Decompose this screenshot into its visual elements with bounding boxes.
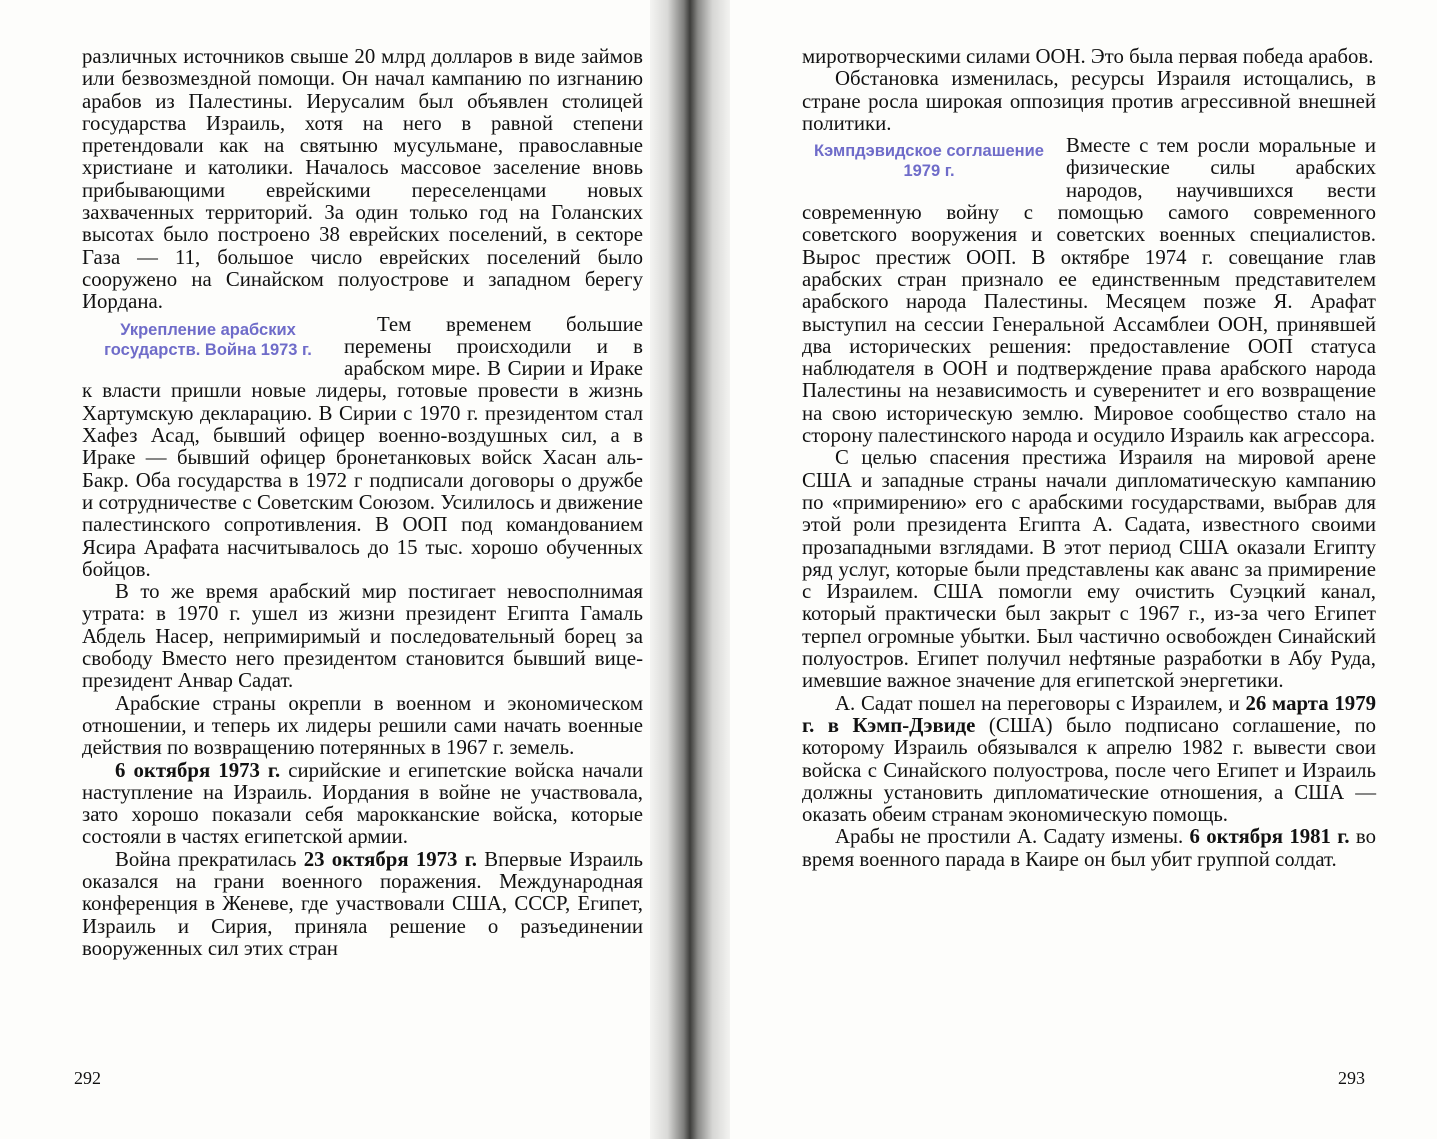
- paragraph-peacekeepers: миротворческими силами ООН. Это была первая победа арабов.: [802, 45, 1374, 68]
- left-text-column: [82, 46, 643, 960]
- paragraph-loss: В то же время арабский мир постигает невосполнимая утрата: в 1970 г. ушел из жизни президент Египта Гамаль Абдель Насер, непримиримый и последовательный борец за свободу Вместо него президентом становится бывший вице-президент Анвар Садат.: [82, 580, 643, 693]
- side-heading-arab-states: Укрепление арабских государств. Война 1973 г.: [104, 320, 312, 359]
- paragraph-text: Впервые Израиль оказался на грани военного поражения. Международная конференция в Женеве, где участвовали США, СССР, Египет, Израиль и Сирия, приняла решение о разъединении вооруженных сил этих стран: [82, 847, 644, 960]
- paragraph-sources: различных источников свыше 20 млрд долларов в виде займов или безвозмездной помощи. Он начал кампанию по изгнанию арабов из Палестины. Иерусалим был объявлен столицей государства Израиль, хотя на него в равной степени претендовали как на святыню мусульмане, православные христиане и католики. Началось массовое заселение вновь прибывающими еврейскими переселенцами новых захваченных территорий. За один только год на Голанских высотах было построено 38 еврейских поселений, в секторе Газа — 11, большое число еврейских поселений было сооружено на Синайском полуострове и западном берегу Иордана.: [82, 45, 643, 314]
- right-page: [716, 0, 1437, 1139]
- paragraph-text: во время военного парада в Каире он был убит группой солдат.: [802, 825, 1376, 871]
- page-number-right: 293: [1338, 1068, 1365, 1088]
- paragraph-sadat-talks: [802, 693, 1376, 827]
- paragraph-situation: Обстановка изменилась, ресурсы Израиля истощались, в стране росла широкая оппозиция против агрессивной внешней политики.: [802, 67, 1376, 135]
- date-bold: 6 октября 1981 г.: [1189, 825, 1350, 849]
- date-bold: 26 марта 1979 г. в Кэмп-Дэвиде: [802, 691, 1376, 737]
- paragraph-text: сирийские и египетские войска начали наступление на Израиль. Иордания в войне не участвовала, зато хорошо показали себя марокканские войска, которые состояли в частях египетской армии.: [82, 758, 643, 849]
- paragraph-text: Война прекратилась: [115, 847, 304, 871]
- left-page: [0, 0, 690, 1139]
- date-bold: 6 октября 1973 г.: [115, 758, 281, 782]
- paragraph-october-offensive: [82, 760, 643, 849]
- paragraph-text: (США) было подписано соглашение, по которому Израиль обязывался к апрелю 1982 г. вывести свои войска с Синайского полуострова, после чего Египет и Израиль должны установить дипломатические отношения, а США — оказать обеим странам экономическую помощь.: [802, 713, 1377, 827]
- paragraph-war-end: [82, 849, 643, 960]
- paragraph-usa-campaign: С целью спасения престижа Израиля на мировой арене США и западные страны начали дипломатическую кампанию по «примирению» его с арабскими государствами, выбрав для этой роли президента Египта А. Садата, известного своими прозападными взглядами. В этот период США оказали Египту ряд услуг, которые были представлены как аванс за примирение с Израилем. США помогли ему очистить Суэцкий канал, который практически был закрыт с 1967 г., из-за чего Египет терпел огромные убытки. Был частично освобожден Синайский полуостров. Египет получил нефтяные разработки в Абу Руда, имевшие важное значение для египетской энергетики.: [802, 446, 1376, 693]
- right-text-column: [802, 46, 1376, 871]
- paragraph-text: А. Садат пошел на переговоры с Израилем, и: [835, 691, 1246, 715]
- paragraph-arab-strength: Арабские страны окрепли в военном и экономическом отношении, и теперь их лидеры решили сами начать военные действия по возвращению потерянных в 1967 г. земель.: [82, 691, 643, 760]
- side-heading-camp-david: Кэмпдэвидское соглашение 1979 г.: [814, 142, 1044, 181]
- paragraph-text: Арабы не простили А. Садату измены.: [835, 825, 1190, 849]
- paragraph-changes: Тем временем большие перемены происходили и в арабском мире. В Сирии и Ираке к власти пришли новые лидеры, готовые провести в жизнь Хартумскую декларацию. В Сирии с 1970 г. президентом стал Хафез Асад, бывший офицер военно-воздушных сил, а в Ираке — бывший офицер бронетанковых войск Хасан аль-Бакр. Оба государства в 1972 г подписали договоры о дружбе и сотрудничестве с Советским Союзом. Усилилось и движение палестинского сопротивления. В ООП под командованием Ясира Арафата насчитывалось до 15 тыс. хорошо обученных бойцов.: [82, 312, 643, 581]
- paragraph-moral-forces: Вместе с тем росли моральные и физические силы арабских народов, научившихся вести современную войну с помощью самого современного советского вооружения и советских военных специалистов. Вырос престиж ООП. В октябре 1974 г. совещание глав арабских стран признало ее единственным представителем арабского народа Палестины. Месяцем позже Я. Арафат выступил на сессии Генеральной Ассамблеи ООН, принявшей два исторических решения: предоставление ООП статуса наблюдателя в ООН и подтверждение права арабского народа Палестины на независимость и суверенитет и его возвращение на свою историческую землю. Мировое сообщество стало на сторону палестинского народа и осудило Израиль как агрессора.: [802, 134, 1376, 448]
- date-bold: 23 октября 1973 г.: [303, 847, 477, 871]
- page-number-left: 292: [74, 1068, 101, 1088]
- paragraph-sadat-killed: [802, 826, 1376, 871]
